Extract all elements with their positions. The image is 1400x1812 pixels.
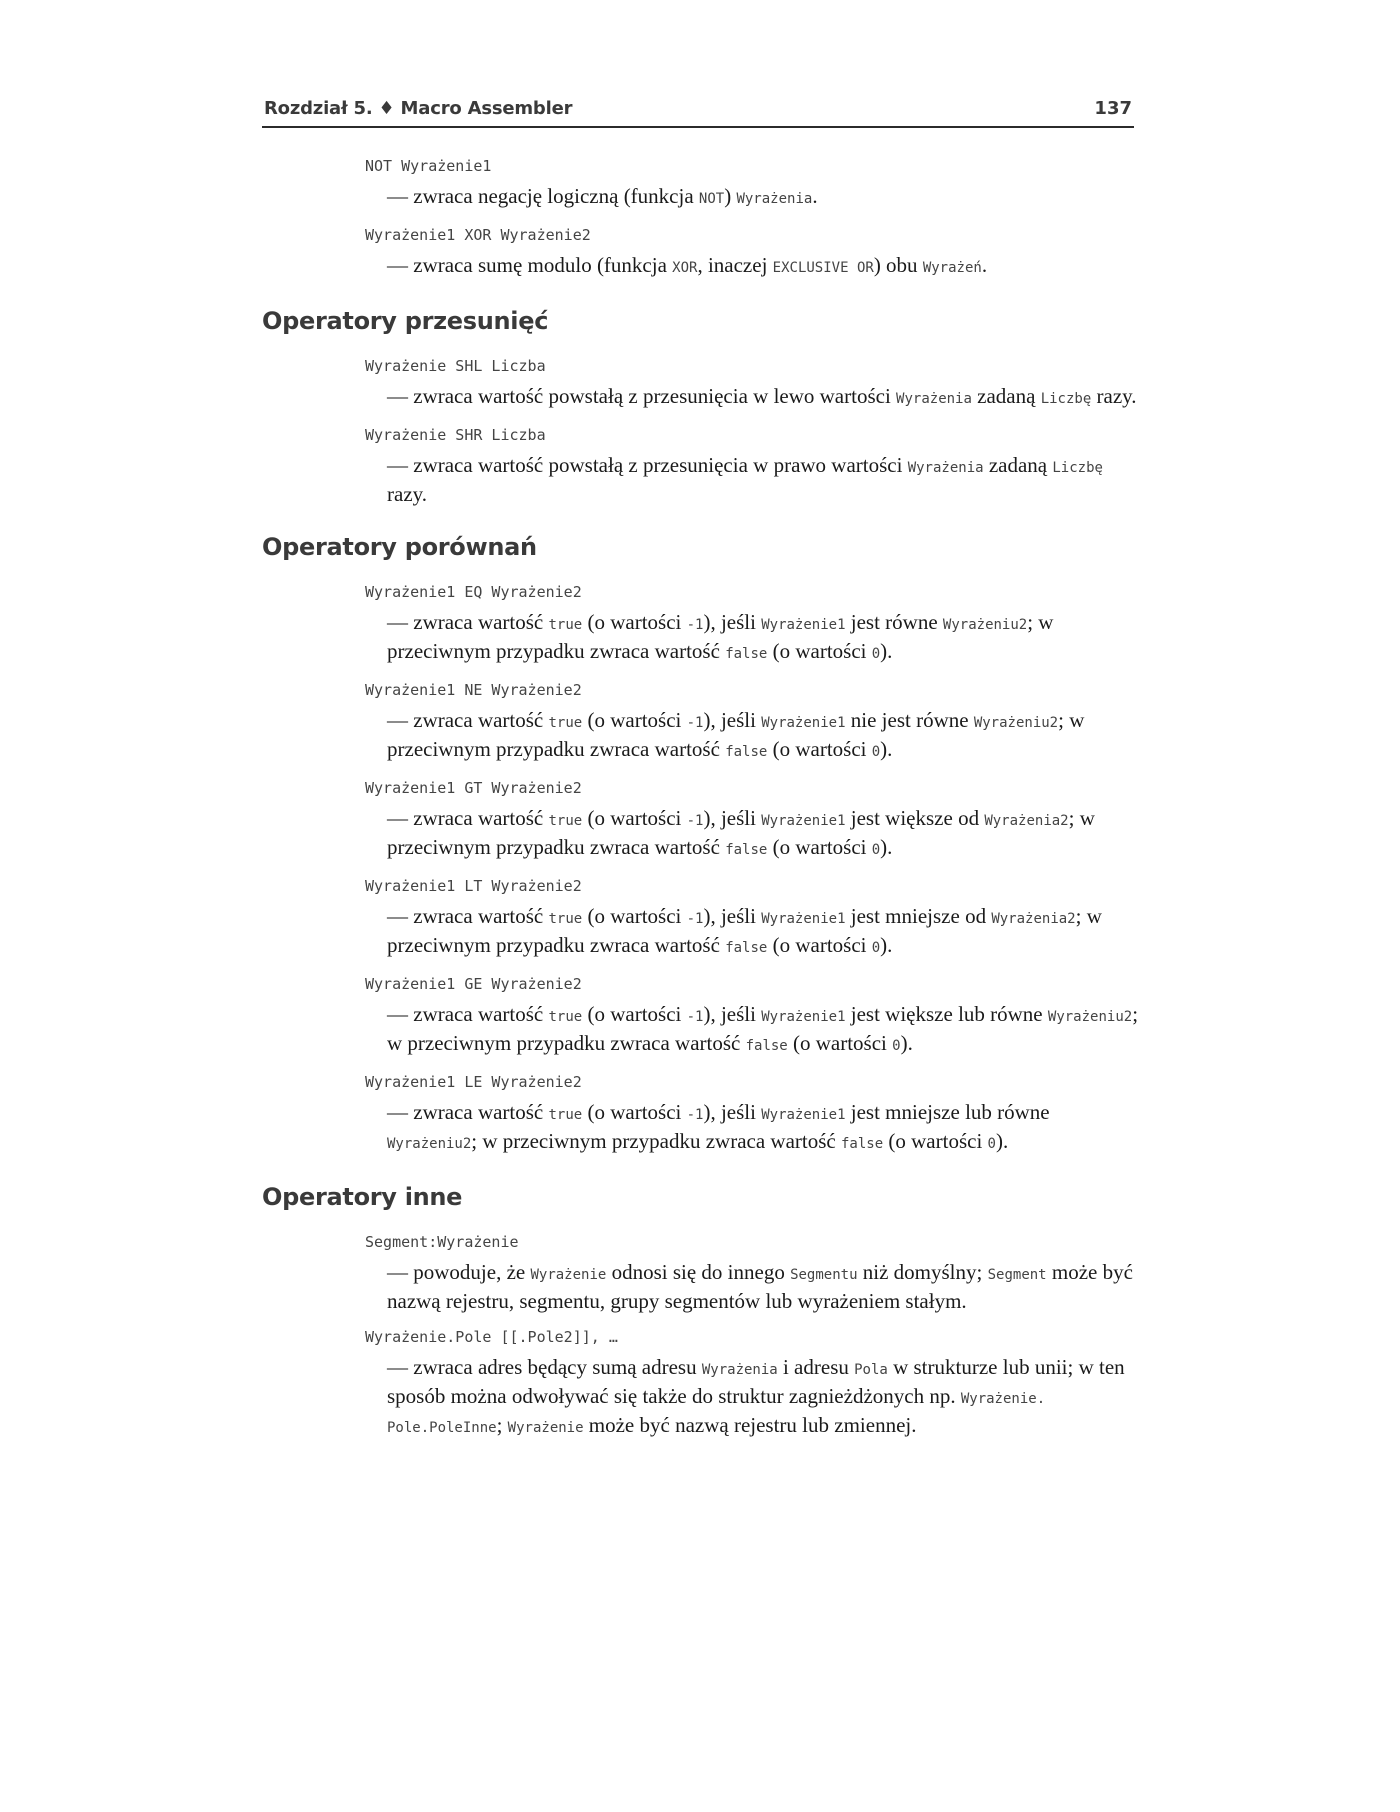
description-text: i adresu [777,1355,855,1379]
inline-code: false [725,744,768,760]
description-text: niż domyślny; [857,1260,988,1284]
operator-entry [365,224,1142,281]
operator-signature: Wyrażenie1 EQ Wyrażenie2 [365,583,582,601]
operator-signature: Wyrażenie SHL Liczba [365,357,546,375]
operator-entry [365,1231,1142,1314]
description-text: . [981,253,988,277]
description-text: (o wartości [767,933,872,957]
description-text: — zwraca wartość [387,1100,549,1124]
inline-code: Wyrażenia [701,1362,778,1378]
description-text: , inaczej [697,253,773,277]
description-text: może być nazwą rejestru, segmentu, grupy segmentów lub wyrażeniem stałym. [387,1260,1133,1313]
description-text: (o wartości [767,835,872,859]
operator-signature: Wyrażenie1 GE Wyrażenie2 [365,975,582,993]
operator-description [387,707,1142,765]
inline-code: Wyrażenie1 [761,813,846,829]
inline-code: false [840,1136,884,1152]
description-text: — zwraca adres będący sumą adresu [387,1355,702,1379]
inline-code: false [725,842,768,858]
description-text: ), jeśli [703,1100,762,1124]
description-text: ; w przeciwnym przypadku zwraca wartość [387,708,1085,761]
operator-description [387,452,1142,507]
inline-code: Wyrażenie. Pole.PoleInne [387,1391,1046,1436]
inline-code: Segment [987,1267,1047,1283]
inline-code: true [548,911,583,927]
operator-description [387,805,1142,863]
operator-entry [365,777,1142,863]
description-text: ), jeśli [703,806,762,830]
operator-entry [365,875,1142,961]
description-text: ), jeśli [703,610,762,634]
inline-code: false [725,940,768,956]
operator-description [387,252,1142,281]
description-text: ). [900,1031,913,1055]
operator-description [387,609,1142,667]
inline-code: Wyrażeniu2 [1047,1009,1133,1025]
operator-description [387,1099,1142,1157]
description-text: ; w przeciwnym przypadku zwraca wartość [387,1002,1139,1055]
description-text: (o wartości [582,904,687,928]
description-text: zadaną [983,453,1053,477]
operator-signature: Wyrażenie1 NE Wyrażenie2 [365,681,582,699]
inline-code: true [548,1009,583,1025]
operator-description [387,1354,1142,1441]
description-text: — zwraca wartość powstałą z przesunięcia w lewo wartości [387,384,897,408]
page-body [262,155,1142,1453]
description-text: razy. [1091,384,1137,408]
inline-code: true [548,617,583,633]
inline-code: true [548,813,583,829]
inline-code: Wyrażeniu2 [973,715,1059,731]
operator-description [387,1259,1142,1314]
description-text: — zwraca negację logiczną (funkcja [387,184,699,208]
inline-code: NOT [698,191,725,207]
description-text: — zwraca wartość [387,708,549,732]
inline-code: Wyrażenia [896,391,972,407]
description-text: — zwraca sumę modulo (funkcja [387,253,673,277]
inline-code: Wyrażenie1 [761,1107,846,1123]
inline-code: 0 [892,1038,901,1054]
operator-signature: Wyrażenie.Pole [[.Pole2]], … [365,1328,618,1346]
description-text: jest większe od [845,806,985,830]
description-text: ; w przeciwnym przypadku zwraca wartość [471,1129,841,1153]
description-text: zadaną [971,384,1041,408]
description-text: ). [880,933,893,957]
description-text: ), jeśli [703,904,762,928]
description-text: jest większe lub równe [845,1002,1048,1026]
description-text: ), jeśli [703,708,762,732]
inline-code: Wyrażenia [907,460,984,476]
operator-entry [365,1071,1142,1157]
description-text: jest mniejsze lub równe [845,1100,1050,1124]
description-text: — zwraca wartość [387,904,549,928]
inline-code: -1 [686,1107,704,1123]
inline-code: true [548,715,583,731]
description-text: (o wartości [883,1129,988,1153]
inline-code: 0 [871,940,881,956]
description-text: razy. [387,482,428,506]
description-text: — zwraca wartość powstałą z przesunięcia w prawo wartości [387,453,908,477]
operator-signature: Wyrażenie1 GT Wyrażenie2 [365,779,582,797]
inline-code: Pola [854,1362,888,1378]
description-text: — zwraca wartość [387,1002,549,1026]
inline-code: true [548,1107,583,1123]
operator-signature: Wyrażenie SHR Liczba [365,426,546,444]
section-heading: Operatory inne [262,1183,463,1211]
inline-code: 0 [987,1136,996,1152]
operator-description [387,183,1142,212]
operator-description [387,903,1142,961]
inline-code: -1 [686,617,704,633]
inline-code: false [745,1038,788,1054]
description-text: (o wartości [767,737,872,761]
description-text: ). [880,737,893,761]
inline-code: 0 [871,744,881,760]
description-text: ; w przeciwnym przypadku zwraca wartość [387,904,1102,957]
description-text: — zwraca wartość [387,806,549,830]
description-text: nie jest równe [845,708,974,732]
inline-code: Wyrażenia2 [991,911,1076,927]
operator-signature: Segment:Wyrażenie [365,1233,519,1251]
section-heading: Operatory porównań [262,533,537,561]
inline-code: Segmentu [790,1267,858,1283]
inline-code: Wyrażenie1 [761,1009,846,1025]
inline-code: Wyrażenia [736,191,813,207]
inline-code: -1 [686,911,704,927]
description-text: (o wartości [582,1100,687,1124]
inline-code: -1 [686,1009,704,1025]
inline-code: Wyrażeniu2 [942,617,1028,633]
operator-entry [365,155,1142,212]
description-text: może być nazwą rejestru lub zmiennej. [583,1413,917,1437]
operator-signature: Wyrażenie1 LT Wyrażenie2 [365,877,582,895]
inline-code: 0 [871,646,881,662]
operator-description [387,383,1142,412]
description-text: ; w przeciwnym przypadku zwraca wartość [387,610,1054,663]
description-text: jest równe [845,610,943,634]
inline-code: -1 [686,715,704,731]
description-text: (o wartości [582,610,687,634]
inline-code: Wyrażenie1 [761,715,846,731]
description-text: (o wartości [582,1002,687,1026]
operator-signature: Wyrażenie1 LE Wyrażenie2 [365,1073,582,1091]
description-text: ). [880,835,893,859]
operator-entry [365,1326,1142,1441]
operator-entry [365,973,1142,1059]
description-text: — powoduje, że [387,1260,531,1284]
operator-entry [365,424,1142,507]
chapter-title: Rozdział 5. ♦ Macro Assembler [264,98,573,119]
operator-entry [365,355,1142,412]
description-text: jest mniejsze od [845,904,992,928]
description-text: — zwraca wartość [387,610,549,634]
description-text: (o wartości [787,1031,893,1055]
description-text: ) [724,184,737,208]
inline-code: Wyrażeniu2 [387,1136,472,1152]
operator-signature: NOT Wyrażenie1 [365,157,492,175]
operator-description [387,1001,1142,1059]
description-text: ; [496,1413,508,1437]
description-text: (o wartości [582,708,687,732]
inline-code: -1 [686,813,704,829]
operator-entry [365,581,1142,667]
section-heading: Operatory przesunięć [262,307,549,335]
description-text: w strukturze lub unii; w ten sposób można odwoływać się także do struktur zagnieżdżonych np. [387,1355,1125,1408]
running-header [262,96,1134,128]
description-text: ), jeśli [703,1002,762,1026]
description-text: (o wartości [582,806,687,830]
inline-code: XOR [672,260,698,276]
description-text: (o wartości [767,639,872,663]
inline-code: Wyrażeń [922,260,982,276]
description-text: . [812,184,818,208]
inline-code: Wyrażenie [530,1267,607,1283]
inline-code: Liczbę [1052,460,1103,476]
inline-code: Wyrażenie1 [761,911,846,927]
inline-code: Wyrażenie [507,1420,584,1436]
operator-signature: Wyrażenie1 XOR Wyrażenie2 [365,226,591,244]
inline-code: Liczbę [1040,391,1092,407]
description-text: ; w przeciwnym przypadku zwraca wartość [387,806,1095,859]
description-text: ). [880,639,893,663]
operator-entry [365,679,1142,765]
inline-code: EXCLUSIVE OR [772,260,874,276]
page-number: 137 [1094,98,1132,119]
description-text: ). [995,1129,1009,1153]
inline-code: Wyrażenia2 [984,813,1069,829]
description-text: ) obu [873,253,923,277]
inline-code: Wyrażenie1 [761,617,846,633]
inline-code: 0 [871,842,881,858]
description-text: odnosi się do innego [606,1260,791,1284]
inline-code: false [725,646,768,662]
